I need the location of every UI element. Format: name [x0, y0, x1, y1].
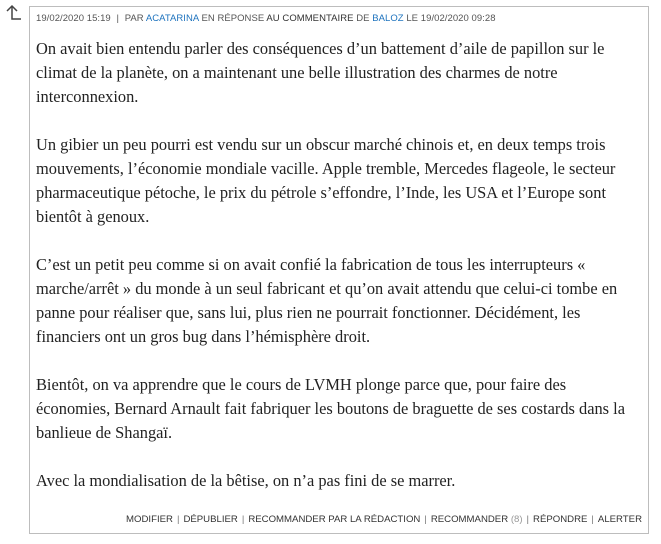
action-separator: | — [526, 514, 530, 525]
action-separator: | — [241, 514, 245, 525]
author-link[interactable]: ACATARINA — [145, 13, 199, 24]
parent-datetime: 19/02/2020 09:28 — [420, 13, 496, 24]
comment-paragraph: C’est un petit peu comme si on avait confié la fabrication de tous les interrupteurs « marche/arrêt » du monde à un seul fabricant et qu’on avait attendu que celui-ci tombe en panne pour réaliser que, sans lui, plus rien ne pourrait fonctionner. Décidément, les financiers ont un gros bug dans l’hémisphère droit. — [36, 255, 618, 346]
parent-comment-link[interactable]: AU COMMENTAIRE — [266, 13, 354, 24]
comment-actions — [126, 514, 642, 525]
action-separator: | — [424, 514, 427, 525]
parent-author-link[interactable]: BALOZ — [372, 13, 404, 24]
action-separator: | — [176, 514, 180, 525]
comment-paragraph: Un gibier un peu pourri est vendu sur un obscur marché chinois et, en deux temps trois mouvements, l’économie mondiale vacille. Apple tremble, Mercedes flageole, le secteur pharmaceutique pétoche, le prix du pétrole s’effondre, l’Inde, les USA et l’Europe sont bientôt à genoux. — [36, 135, 616, 226]
comment-body — [36, 37, 642, 493]
edit-link[interactable]: MODIFIER — [126, 514, 173, 525]
recommend-editorial-link[interactable]: RECOMMANDER PAR LA RÉDACTION — [248, 514, 421, 525]
unpublish-link[interactable]: DÉPUBLIER — [183, 514, 238, 525]
meta-separator: | — [116, 13, 119, 24]
comment-paragraph: On avait bien entendu parler des conséquences d’un battement d’aile de papillon sur le climat de la planète, on a maintenant une belle illustration des charmes de notre interconnexion. — [36, 39, 605, 106]
reply-label: EN RÉPONSE — [201, 13, 265, 24]
comment-paragraph: Bientôt, on va apprendre que le cours de LVMH plonge parce que, pour faire des économies, Bernard Arnault fait fabriquer les boutons de braguette de ses costards dans la banlieue de Shangaï. — [36, 375, 625, 442]
comment-datetime: 19/02/2020 15:19 — [36, 13, 111, 24]
comment — [29, 6, 649, 534]
comment-meta — [36, 13, 642, 24]
reply-link[interactable]: RÉPONDRE — [533, 514, 588, 525]
comment-paragraph: Avec la mondialisation de la bêtise, on n’a pas fini de se marrer. — [36, 471, 456, 490]
action-separator: | — [591, 514, 594, 525]
recommend-link[interactable]: RECOMMANDER — [430, 514, 509, 525]
reply-arrow-icon — [2, 4, 24, 26]
report-link[interactable]: ALERTER — [597, 514, 642, 525]
recommend-count: (8) — [510, 514, 523, 525]
by-label: PAR — [124, 13, 144, 24]
of-label: DE — [356, 13, 370, 24]
on-label: LE — [406, 13, 419, 24]
